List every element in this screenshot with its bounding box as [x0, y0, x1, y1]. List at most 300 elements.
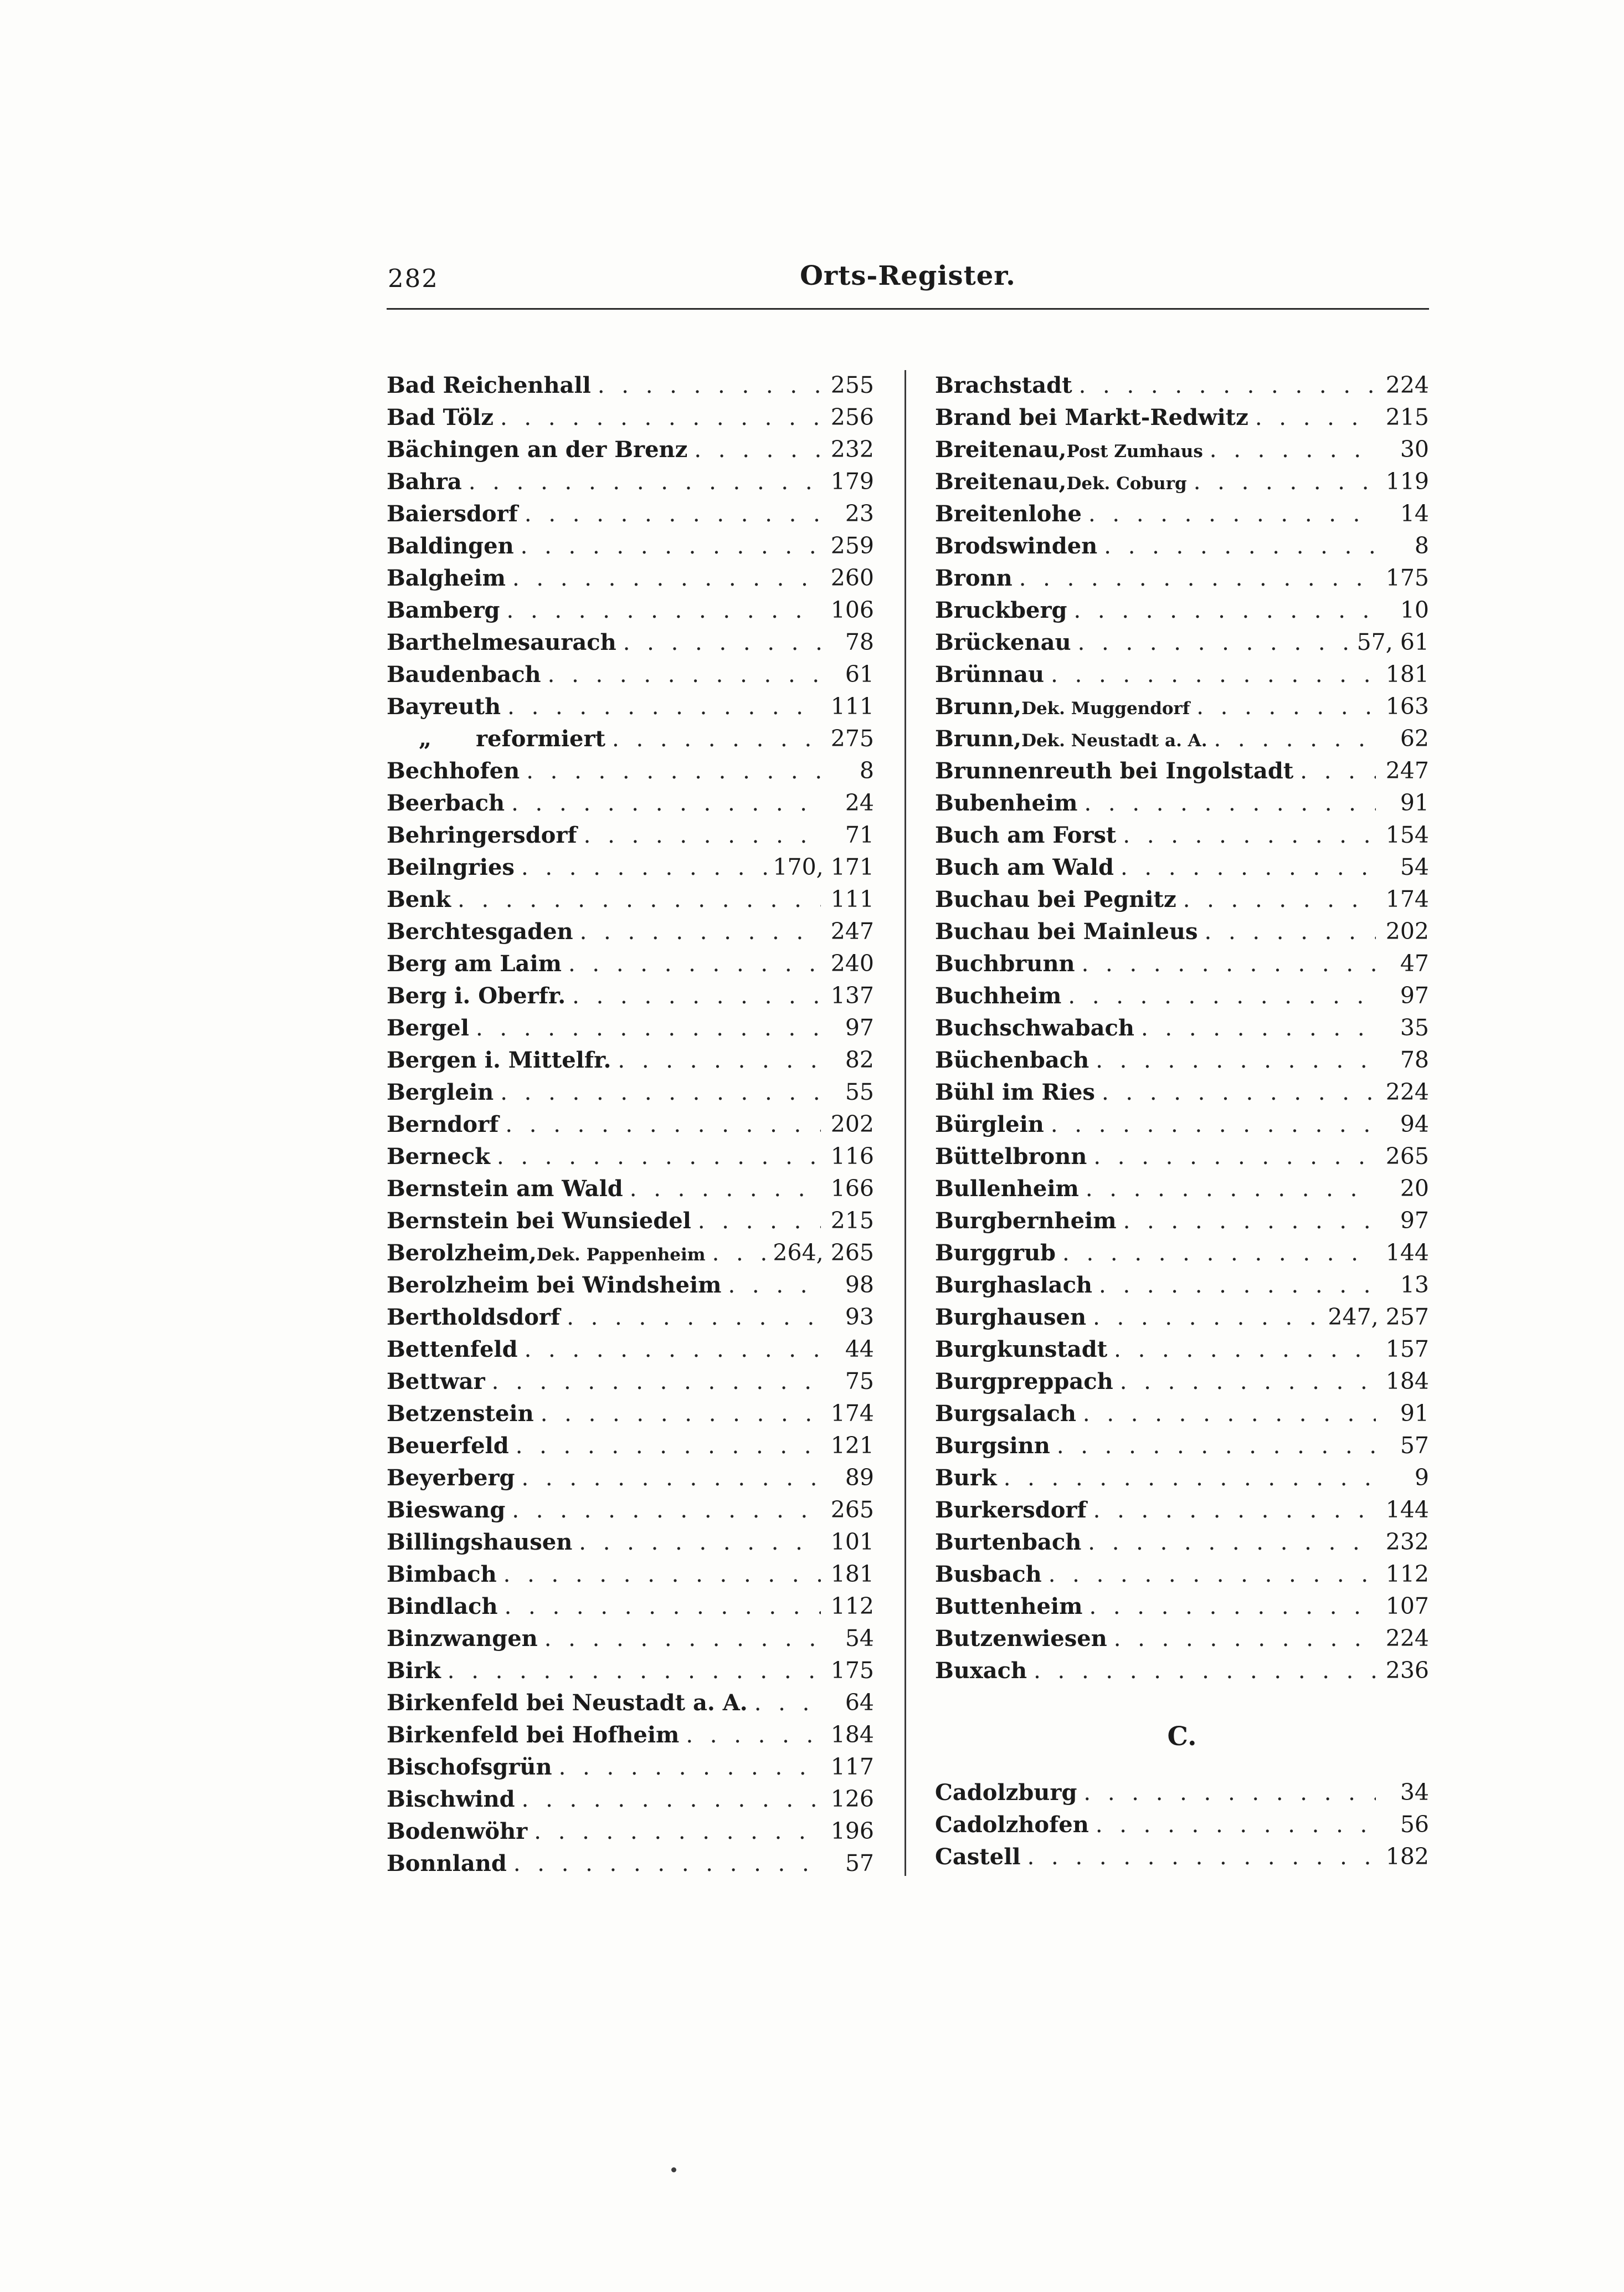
index-entry — [935, 1365, 1429, 1397]
entry-page-reference: 119 — [1385, 468, 1429, 495]
entry-place-name: Burgpreppach — [935, 1368, 1113, 1394]
entry-place-name: Berndorf — [387, 1111, 499, 1137]
entry-page-reference: 71 — [845, 822, 874, 848]
dot-leader — [1114, 852, 1376, 884]
index-entry — [387, 851, 874, 883]
entry-place-name: Bächingen an der Brenz — [387, 437, 688, 463]
index-entry — [387, 530, 874, 562]
entry-page-reference: 181 — [830, 1561, 874, 1587]
dot-leader — [515, 1462, 821, 1494]
entry-page-reference: 82 — [845, 1047, 874, 1073]
entry-place-name: Busbach — [935, 1561, 1042, 1587]
dot-leader — [1089, 1044, 1376, 1076]
dot-leader — [562, 948, 821, 980]
entry-place-name: Cadolzburg — [935, 1780, 1077, 1806]
index-entry — [387, 755, 874, 787]
dot-leader — [1248, 402, 1376, 434]
entry-place-name: Behringersdorf — [387, 822, 577, 848]
index-entry — [935, 594, 1429, 626]
entry-page-reference: 20 — [1400, 1175, 1429, 1202]
entry-place-name: Buchschwabach — [935, 1015, 1134, 1041]
entry-place-name: Bindlach — [387, 1593, 498, 1619]
entry-page-reference: 78 — [845, 629, 874, 655]
dot-leader — [1042, 1558, 1376, 1591]
entry-page-reference: 215 — [830, 1207, 874, 1234]
dot-leader — [500, 594, 821, 627]
dot-leader — [1075, 948, 1376, 980]
index-entry — [935, 1622, 1429, 1654]
entry-place-name: Burghausen — [935, 1304, 1087, 1330]
entry-page-reference: 232 — [1385, 1529, 1429, 1555]
entry-page-reference: 121 — [830, 1432, 874, 1459]
entry-page-reference: 94 — [1400, 1111, 1429, 1137]
entry-place-name: Bubenheim — [935, 790, 1078, 816]
entry-page-reference: 8 — [859, 757, 874, 784]
dot-leader — [1293, 755, 1376, 787]
entry-place-name: Buchau bei Pegnitz — [935, 886, 1176, 912]
entry-place-name: Beyerberg — [387, 1465, 515, 1491]
entry-page-reference: 54 — [1400, 854, 1429, 880]
entry-page-reference: 174 — [830, 1400, 874, 1427]
entry-place-name: Buttenheim — [935, 1593, 1083, 1619]
index-entry — [935, 658, 1429, 690]
index-entry — [387, 401, 874, 433]
entry-page-reference: 154 — [1385, 822, 1429, 848]
entry-page-reference: 215 — [1385, 404, 1429, 430]
dot-leader — [721, 1269, 821, 1301]
index-entry — [387, 883, 874, 915]
entry-page-reference: 98 — [845, 1271, 874, 1298]
index-entry — [935, 1776, 1429, 1808]
dot-leader — [573, 916, 821, 948]
entry-place-name: Burgsalach — [935, 1401, 1076, 1427]
entry-page-reference: 202 — [1385, 918, 1429, 945]
index-entry — [387, 690, 874, 722]
entry-place-name: Bergen i. Mittelfr. — [387, 1047, 611, 1073]
index-entry — [935, 1044, 1429, 1076]
index-entry — [387, 1333, 874, 1365]
entry-page-reference: 126 — [830, 1786, 874, 1812]
entry-place-name: Bimbach — [387, 1561, 497, 1587]
entry-page-reference: 101 — [830, 1529, 874, 1555]
index-entry — [387, 1526, 874, 1558]
entry-page-reference: 255 — [830, 372, 874, 398]
dot-leader — [469, 1012, 821, 1044]
dot-leader — [572, 1526, 821, 1558]
index-entry — [387, 1429, 874, 1462]
index-columns — [387, 369, 1429, 1879]
entry-place-name: Birkenfeld bei Hofheim — [387, 1722, 680, 1748]
index-entry — [387, 1558, 874, 1590]
dot-leader — [577, 819, 821, 852]
entry-page-reference: 47 — [1400, 950, 1429, 977]
entry-place-name: Burggrub — [935, 1240, 1056, 1266]
dot-leader — [1134, 1012, 1376, 1044]
index-entry — [935, 530, 1429, 562]
index-entry — [935, 401, 1429, 433]
dot-leader — [1056, 1237, 1376, 1269]
dot-leader — [490, 1141, 821, 1173]
entry-place-name: Birkenfeld bei Neustadt a. A. — [387, 1690, 748, 1716]
scan-artifact-dot — [671, 2167, 676, 2172]
entry-page-reference: 181 — [1385, 661, 1429, 688]
dot-leader — [498, 1109, 821, 1141]
entry-page-reference: 170, 171 — [773, 854, 874, 880]
index-entry — [387, 369, 874, 401]
entry-place-name: Baiersdorf — [387, 501, 518, 527]
entry-page-reference: 224 — [1385, 1079, 1429, 1105]
entry-page-reference: 232 — [830, 436, 874, 463]
page-number: 282 — [388, 264, 439, 293]
entry-place-name: Bernstein bei Wunsiedel — [387, 1208, 691, 1234]
index-entry — [935, 787, 1429, 819]
entry-page-reference: 202 — [830, 1111, 874, 1137]
index-entry — [387, 1012, 874, 1044]
page-title: Orts-Register. — [800, 260, 1016, 291]
index-entry — [387, 594, 874, 626]
entry-place-name: Bahra — [387, 469, 462, 495]
dot-leader — [1077, 1777, 1376, 1809]
entry-page-reference: 57 — [1400, 1432, 1429, 1459]
dot-leader — [507, 1848, 821, 1880]
dot-leader — [566, 980, 821, 1012]
entry-place-name: Burgbernheim — [935, 1208, 1117, 1234]
entry-place-name: Büchenbach — [935, 1047, 1089, 1073]
index-entry — [387, 498, 874, 530]
dot-leader — [501, 691, 821, 723]
dot-leader — [1095, 1076, 1376, 1109]
dot-leader — [623, 1173, 821, 1205]
index-entry — [935, 915, 1429, 947]
index-entry — [387, 1172, 874, 1204]
entry-page-reference: 157 — [1385, 1336, 1429, 1362]
entry-place-name: Bad Tölz — [387, 404, 494, 430]
index-entry — [935, 1076, 1429, 1108]
entry-page-reference: 54 — [845, 1625, 874, 1652]
section-heading-c: C. — [1167, 1721, 1197, 1752]
index-entry — [935, 1269, 1429, 1301]
entry-page-reference: 166 — [830, 1175, 874, 1202]
entry-place-name: Bronn — [935, 565, 1013, 591]
entry-page-reference: 8 — [1414, 532, 1429, 559]
entry-page-reference: 196 — [830, 1818, 874, 1844]
dot-leader — [1044, 1109, 1376, 1141]
entry-place-name: Brünnau — [935, 662, 1045, 688]
dot-leader — [451, 884, 821, 916]
dot-leader — [1081, 1526, 1376, 1558]
dot-leader — [1107, 1623, 1376, 1655]
dot-leader — [611, 1044, 821, 1076]
index-entry — [935, 1590, 1429, 1622]
entry-place-name: Bischwind — [387, 1786, 515, 1812]
index-entry — [387, 1044, 874, 1076]
entry-page-reference: 97 — [845, 1014, 874, 1041]
index-entry — [935, 1558, 1429, 1590]
entry-page-reference: 78 — [1400, 1047, 1429, 1073]
dot-leader — [1107, 1334, 1376, 1366]
index-entry — [935, 980, 1429, 1012]
index-entry — [387, 1076, 874, 1108]
dot-leader — [1190, 691, 1376, 723]
index-entry — [935, 690, 1429, 722]
entry-place-name: Barthelmesaurach — [387, 629, 616, 655]
index-entry — [935, 1012, 1429, 1044]
dot-leader — [520, 755, 821, 787]
entry-qualifier: Dek. Coburg — [1066, 474, 1187, 494]
entry-place-name: Brachstadt — [935, 372, 1072, 398]
entry-page-reference: 56 — [1400, 1811, 1429, 1838]
entry-page-reference: 107 — [1385, 1593, 1429, 1619]
entry-page-reference: 10 — [1400, 597, 1429, 623]
index-entry — [935, 1397, 1429, 1429]
dot-leader — [1097, 530, 1376, 562]
index-entry — [935, 626, 1429, 658]
dot-leader — [1082, 498, 1376, 530]
entry-page-reference: 260 — [830, 565, 874, 591]
dot-leader — [706, 1237, 773, 1269]
entry-page-reference: 23 — [845, 500, 874, 527]
index-entry — [935, 433, 1429, 465]
entry-place-name: Bechhofen — [387, 758, 520, 784]
entry-place-name: Betzenstein — [387, 1401, 534, 1427]
dot-leader — [462, 466, 821, 498]
entry-place-name: Bürglein — [935, 1111, 1044, 1137]
entry-page-reference: 91 — [1400, 1400, 1429, 1427]
dot-leader — [494, 402, 821, 434]
entry-place-name: Bodenwöhr — [387, 1818, 528, 1844]
entry-place-name: Berneck — [387, 1144, 490, 1170]
index-entry — [935, 722, 1429, 755]
entry-page-reference: 265 — [1385, 1143, 1429, 1170]
dot-leader — [687, 434, 821, 466]
dot-leader — [1113, 1366, 1376, 1398]
dot-leader — [1203, 434, 1376, 466]
dot-leader — [1072, 370, 1376, 402]
entry-place-name: Burkersdorf — [935, 1497, 1087, 1523]
dot-leader — [1076, 1398, 1376, 1430]
entry-place-name: Billingshausen — [387, 1529, 573, 1555]
entry-page-reference: 240 — [830, 950, 874, 977]
dot-leader — [1077, 787, 1376, 819]
dot-leader — [616, 627, 821, 659]
dot-leader — [441, 1655, 821, 1687]
entry-page-reference: 35 — [1400, 1014, 1429, 1041]
section-c-entries — [935, 1776, 1429, 1873]
index-entry — [935, 465, 1429, 498]
dot-leader — [1067, 594, 1376, 627]
entry-page-reference: 112 — [1385, 1561, 1429, 1587]
index-entry — [387, 1654, 874, 1686]
index-entry — [935, 1429, 1429, 1462]
index-entry — [387, 915, 874, 947]
index-entry — [387, 1301, 874, 1333]
dot-leader — [1117, 1205, 1376, 1237]
dot-leader — [997, 1462, 1376, 1494]
index-entry — [935, 883, 1429, 915]
index-entry — [935, 1808, 1429, 1840]
entry-place-name: Burgsinn — [935, 1433, 1050, 1459]
entry-page-reference: 97 — [1400, 1207, 1429, 1234]
index-entry — [387, 947, 874, 980]
entry-place-name: Breitenau, — [935, 469, 1067, 495]
entry-page-reference: 75 — [845, 1368, 874, 1394]
dot-leader — [552, 1751, 821, 1783]
entry-place-name: Bergel — [387, 1015, 469, 1041]
dot-leader — [509, 1430, 821, 1462]
index-entry — [935, 1204, 1429, 1237]
index-entry — [935, 1172, 1429, 1204]
entry-place-name: Buch am Wald — [935, 854, 1114, 880]
dot-leader — [1087, 1494, 1376, 1526]
dot-leader — [560, 1301, 821, 1334]
entry-page-reference: 91 — [1400, 789, 1429, 816]
index-entry — [387, 1140, 874, 1172]
index-entry — [387, 658, 874, 690]
dot-leader — [497, 1558, 821, 1591]
index-entry — [387, 1494, 874, 1526]
index-entry — [387, 722, 874, 755]
dot-leader — [515, 852, 773, 884]
entry-qualifier: Dek. Neustadt a. A. — [1021, 731, 1207, 751]
entry-page-reference: 163 — [1385, 693, 1429, 720]
dot-leader — [591, 370, 821, 402]
dot-leader — [1050, 1430, 1376, 1462]
entry-place-name: Bischofsgrün — [387, 1754, 552, 1780]
index-entry — [387, 819, 874, 851]
entry-place-name: Bettenfeld — [387, 1336, 518, 1362]
entry-place-name: Berg i. Oberfr. — [387, 983, 566, 1009]
entry-page-reference: 224 — [1385, 1625, 1429, 1652]
index-entry — [935, 1237, 1429, 1269]
entry-page-reference: 34 — [1400, 1779, 1429, 1806]
entry-place-name: Brand bei Markt-Redwitz — [935, 404, 1248, 430]
entry-place-name: „ reformiert — [419, 726, 606, 752]
index-entry — [387, 1622, 874, 1654]
dot-leader — [748, 1687, 821, 1719]
column-divider-rule — [904, 370, 906, 1876]
entry-place-name: Beilngries — [387, 854, 515, 880]
index-entry — [935, 1301, 1429, 1333]
entry-page-reference: 62 — [1400, 725, 1429, 752]
index-entry — [935, 1333, 1429, 1365]
entry-page-reference: 264, 265 — [773, 1239, 874, 1266]
dot-leader — [527, 1816, 821, 1848]
entry-place-name: Brunnenreuth bei Ingolstadt — [935, 758, 1294, 784]
index-entry — [935, 947, 1429, 980]
entry-page-reference: 259 — [830, 532, 874, 559]
entry-place-name: Bamberg — [387, 597, 500, 623]
entry-place-name: Bullenheim — [935, 1176, 1079, 1202]
dot-leader — [1044, 659, 1376, 691]
dot-leader — [1176, 884, 1376, 916]
index-column-right-entries — [935, 369, 1429, 1686]
entry-page-reference: 30 — [1400, 436, 1429, 463]
entry-place-name: Buchheim — [935, 983, 1062, 1009]
dot-leader — [1089, 1809, 1376, 1841]
dot-leader — [514, 530, 821, 562]
entry-place-name: Bruckberg — [935, 597, 1067, 623]
entry-page-reference: 144 — [1385, 1239, 1429, 1266]
dot-leader — [1071, 627, 1357, 659]
dot-leader — [506, 562, 821, 594]
index-entry — [387, 465, 874, 498]
index-entry — [935, 851, 1429, 883]
entry-page-reference: 111 — [830, 886, 874, 912]
entry-place-name: Brodswinden — [935, 533, 1098, 559]
entry-page-reference: 61 — [845, 661, 874, 688]
entry-place-name: Brunn, — [935, 726, 1022, 752]
entry-page-reference: 13 — [1400, 1271, 1429, 1298]
dot-leader — [1082, 1591, 1376, 1623]
entry-place-name: Beerbach — [387, 790, 505, 816]
dot-leader — [538, 1623, 821, 1655]
entry-place-name: Bad Reichenhall — [387, 372, 591, 398]
entry-place-name: Benk — [387, 886, 451, 912]
dot-leader — [515, 1783, 821, 1816]
entry-page-reference: 182 — [1385, 1843, 1429, 1870]
index-entry — [935, 819, 1429, 851]
index-entry — [387, 1237, 874, 1269]
entry-page-reference: 57, 61 — [1356, 629, 1429, 655]
dot-leader — [485, 1366, 821, 1398]
entry-page-reference: 184 — [1385, 1368, 1429, 1394]
entry-page-reference: 247 — [830, 918, 874, 945]
dot-leader — [505, 1494, 821, 1526]
dot-leader — [505, 787, 821, 819]
entry-page-reference: 175 — [1385, 565, 1429, 591]
entry-page-reference: 256 — [830, 404, 874, 430]
entry-place-name: Burk — [935, 1465, 997, 1491]
index-entry — [387, 1847, 874, 1879]
entry-place-name: Burghaslach — [935, 1272, 1093, 1298]
entry-page-reference: 44 — [845, 1336, 874, 1362]
index-entry — [387, 980, 874, 1012]
entry-page-reference: 24 — [845, 789, 874, 816]
entry-place-name: Baudenbach — [387, 662, 541, 688]
entry-place-name: Bieswang — [387, 1497, 506, 1523]
entry-page-reference: 111 — [830, 693, 874, 720]
entry-place-name: Burgkunstadt — [935, 1336, 1108, 1362]
dot-leader — [679, 1719, 821, 1751]
index-entry — [387, 1365, 874, 1397]
dot-leader — [605, 723, 821, 755]
entry-page-reference: 93 — [845, 1304, 874, 1330]
entry-place-name: Balgheim — [387, 565, 506, 591]
entry-place-name: Cadolzhofen — [935, 1812, 1089, 1838]
index-entry — [935, 1654, 1429, 1686]
entry-place-name: Büttelbronn — [935, 1144, 1087, 1170]
entry-qualifier: Dek. Pappenheim — [536, 1245, 706, 1265]
entry-page-reference: 64 — [845, 1689, 874, 1716]
entry-page-reference: 57 — [845, 1850, 874, 1876]
entry-place-name: Birk — [387, 1658, 441, 1684]
entry-place-name: Berolzheim bei Windsheim — [387, 1272, 722, 1298]
dot-leader — [691, 1205, 821, 1237]
entry-page-reference: 275 — [830, 725, 874, 752]
index-entry — [935, 498, 1429, 530]
index-entry — [387, 787, 874, 819]
dot-leader — [1087, 1141, 1376, 1173]
index-entry — [387, 1397, 874, 1429]
dot-leader — [1079, 1173, 1376, 1205]
entry-page-reference: 137 — [830, 982, 874, 1009]
entry-place-name: Buch am Forst — [935, 822, 1117, 848]
entry-place-name: Baldingen — [387, 533, 514, 559]
entry-page-reference: 179 — [830, 468, 874, 495]
index-entry — [935, 1462, 1429, 1494]
entry-place-name: Berg am Laim — [387, 951, 562, 977]
entry-page-reference: 236 — [1385, 1657, 1429, 1684]
